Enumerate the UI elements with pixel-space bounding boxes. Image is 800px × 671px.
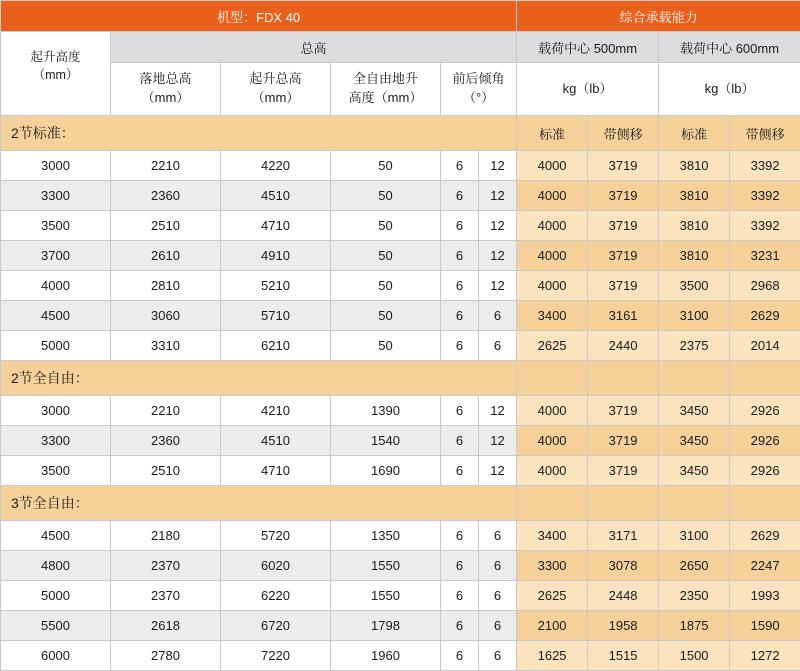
cell-free-lift: 50 [331, 271, 441, 301]
cell-lift-height: 3000 [1, 396, 111, 426]
cell-raised-height: 4710 [221, 211, 331, 241]
cell-cap-standard-500: 3300 [517, 551, 588, 581]
cell-lift-height: 3000 [1, 151, 111, 181]
cell-lowered-height: 2510 [111, 456, 221, 486]
cell-cap-sideshift-500: 3719 [588, 151, 659, 181]
cell-raised-height: 4710 [221, 456, 331, 486]
header-band-row [1, 1, 800, 32]
table-row [1, 271, 800, 301]
cell-lift-height: 4000 [1, 271, 111, 301]
cell-cap-sideshift-600: 2629 [730, 301, 800, 331]
section-label: 3节全自由： [1, 486, 517, 521]
cell-tilt-forward: 6 [441, 301, 479, 331]
cell-lift-height: 3500 [1, 456, 111, 486]
section-subheader-standard-600 [659, 361, 730, 396]
cell-free-lift: 1550 [331, 551, 441, 581]
cell-cap-standard-500: 2100 [517, 611, 588, 641]
table-body [1, 1, 800, 671]
cell-cap-standard-500: 2625 [517, 581, 588, 611]
section-subheader-sideshift-500 [588, 361, 659, 396]
load-center-600-label: 载荷中心 600mm [659, 32, 800, 63]
cell-free-lift: 1550 [331, 581, 441, 611]
cell-free-lift: 1690 [331, 456, 441, 486]
cell-lift-height: 3300 [1, 426, 111, 456]
cell-tilt-forward: 6 [441, 456, 479, 486]
cell-tilt-backward: 12 [479, 271, 517, 301]
cell-tilt-backward: 6 [479, 521, 517, 551]
cell-cap-standard-500: 4000 [517, 151, 588, 181]
col-header-lift-height-line2: （mm） [1, 66, 110, 84]
cell-raised-height: 6020 [221, 551, 331, 581]
cell-raised-height: 6210 [221, 331, 331, 361]
cell-raised-height: 4210 [221, 396, 331, 426]
cell-raised-height: 5710 [221, 301, 331, 331]
cell-free-lift: 1798 [331, 611, 441, 641]
col-header-lift-height-line1: 起升高度 [1, 48, 110, 66]
cell-raised-height: 6720 [221, 611, 331, 641]
section-header-row [1, 486, 800, 521]
cell-tilt-backward: 6 [479, 641, 517, 671]
cell-cap-standard-600: 3810 [659, 211, 730, 241]
cell-tilt-backward: 12 [479, 456, 517, 486]
capacity-label: 综合承载能力 [517, 1, 800, 32]
cell-cap-standard-500: 4000 [517, 396, 588, 426]
cell-tilt-backward: 12 [479, 181, 517, 211]
cell-tilt-forward: 6 [441, 271, 479, 301]
col-header-tilt-line2: （°） [441, 89, 516, 108]
section-subheader-sideshift-500: 带侧移 [588, 116, 659, 151]
cell-cap-standard-500: 4000 [517, 241, 588, 271]
cell-tilt-backward: 6 [479, 581, 517, 611]
cell-lift-height: 4800 [1, 551, 111, 581]
cell-cap-sideshift-600: 3392 [730, 211, 800, 241]
section-subheader-standard-500 [517, 486, 588, 521]
cell-cap-sideshift-600: 3231 [730, 241, 800, 271]
cell-cap-sideshift-500: 3719 [588, 241, 659, 271]
table-row [1, 581, 800, 611]
table-row [1, 241, 800, 271]
cell-cap-sideshift-600: 1993 [730, 581, 800, 611]
section-subheader-standard-500 [517, 361, 588, 396]
total-height-label: 总高 [111, 32, 517, 63]
cell-cap-sideshift-600: 2968 [730, 271, 800, 301]
cell-lowered-height: 2510 [111, 211, 221, 241]
cell-cap-sideshift-600: 2926 [730, 426, 800, 456]
cell-lift-height: 4500 [1, 521, 111, 551]
cell-lowered-height: 2810 [111, 271, 221, 301]
cell-cap-sideshift-500: 3719 [588, 211, 659, 241]
cell-cap-standard-600: 3810 [659, 151, 730, 181]
cell-cap-standard-500: 4000 [517, 271, 588, 301]
cell-cap-standard-600: 3500 [659, 271, 730, 301]
cell-tilt-backward: 12 [479, 426, 517, 456]
cell-cap-standard-600: 3810 [659, 181, 730, 211]
section-subheader-sideshift-500 [588, 486, 659, 521]
section-subheader-standard-600 [659, 486, 730, 521]
cell-cap-sideshift-500: 3719 [588, 456, 659, 486]
cell-cap-standard-600: 2650 [659, 551, 730, 581]
cell-tilt-forward: 6 [441, 521, 479, 551]
section-header-row [1, 116, 800, 151]
col-header-lowered-line2: （mm） [111, 89, 220, 108]
cell-free-lift: 1540 [331, 426, 441, 456]
cell-raised-height: 4910 [221, 241, 331, 271]
section-subheader-sideshift-600 [730, 486, 800, 521]
section-subheader-standard-600: 标准 [659, 116, 730, 151]
table-row [1, 211, 800, 241]
col-header-raised-line2: （mm） [221, 89, 330, 108]
cell-cap-standard-600: 3450 [659, 426, 730, 456]
table-row [1, 331, 800, 361]
cell-lift-height: 3700 [1, 241, 111, 271]
cell-raised-height: 7220 [221, 641, 331, 671]
cell-tilt-backward: 12 [479, 241, 517, 271]
cell-cap-sideshift-500: 3719 [588, 396, 659, 426]
col-header-kg-lb-500: kg（lb） [517, 63, 659, 116]
cell-cap-standard-500: 1625 [517, 641, 588, 671]
cell-lowered-height: 2360 [111, 181, 221, 211]
cell-lowered-height: 2610 [111, 241, 221, 271]
cell-tilt-forward: 6 [441, 151, 479, 181]
cell-tilt-backward: 6 [479, 611, 517, 641]
table-row [1, 151, 800, 181]
cell-lowered-height: 2370 [111, 581, 221, 611]
cell-raised-height: 4510 [221, 181, 331, 211]
cell-cap-standard-600: 1500 [659, 641, 730, 671]
cell-tilt-backward: 6 [479, 551, 517, 581]
table-row [1, 181, 800, 211]
section-subheader-sideshift-600: 带侧移 [730, 116, 800, 151]
cell-lowered-height: 2210 [111, 151, 221, 181]
table-row [1, 641, 800, 671]
table-row [1, 396, 800, 426]
table-row [1, 301, 800, 331]
cell-cap-standard-600: 3450 [659, 396, 730, 426]
cell-free-lift: 50 [331, 211, 441, 241]
cell-tilt-forward: 6 [441, 396, 479, 426]
cell-free-lift: 50 [331, 151, 441, 181]
cell-cap-sideshift-500: 1515 [588, 641, 659, 671]
cell-free-lift: 50 [331, 181, 441, 211]
col-header-lowered-height [111, 63, 221, 116]
table-row [1, 551, 800, 581]
subheader-band-row [1, 32, 800, 63]
col-header-raised-height [221, 63, 331, 116]
cell-lowered-height: 3310 [111, 331, 221, 361]
cell-cap-standard-500: 4000 [517, 456, 588, 486]
cell-tilt-forward: 6 [441, 581, 479, 611]
load-center-500-label: 载荷中心 500mm [517, 32, 659, 63]
cell-lift-height: 4500 [1, 301, 111, 331]
cell-tilt-forward: 6 [441, 241, 479, 271]
section-label: 2节全自由： [1, 361, 517, 396]
section-label: 2节标准： [1, 116, 517, 151]
cell-cap-sideshift-500: 3719 [588, 181, 659, 211]
table-row [1, 456, 800, 486]
col-header-free-lift-line1: 全自由地升 [331, 70, 440, 89]
col-header-tilt-angle [441, 63, 517, 116]
cell-cap-standard-500: 3400 [517, 521, 588, 551]
cell-free-lift: 50 [331, 301, 441, 331]
cell-tilt-forward: 6 [441, 331, 479, 361]
cell-lowered-height: 3060 [111, 301, 221, 331]
cell-cap-sideshift-500: 3078 [588, 551, 659, 581]
cell-lift-height: 5500 [1, 611, 111, 641]
column-header-row [1, 63, 800, 116]
cell-lift-height: 6000 [1, 641, 111, 671]
cell-lowered-height: 2180 [111, 521, 221, 551]
cell-tilt-forward: 6 [441, 551, 479, 581]
cell-cap-standard-600: 3100 [659, 521, 730, 551]
cell-lowered-height: 2210 [111, 396, 221, 426]
cell-raised-height: 6220 [221, 581, 331, 611]
section-subheader-standard-500: 标准 [517, 116, 588, 151]
cell-tilt-backward: 6 [479, 301, 517, 331]
cell-cap-sideshift-500: 2448 [588, 581, 659, 611]
cell-cap-sideshift-500: 2440 [588, 331, 659, 361]
cell-lowered-height: 2370 [111, 551, 221, 581]
cell-cap-sideshift-600: 2629 [730, 521, 800, 551]
cell-tilt-backward: 12 [479, 396, 517, 426]
cell-cap-standard-600: 2350 [659, 581, 730, 611]
cell-raised-height: 5720 [221, 521, 331, 551]
cell-free-lift: 50 [331, 241, 441, 271]
cell-tilt-backward: 6 [479, 331, 517, 361]
section-header-row [1, 361, 800, 396]
cell-lowered-height: 2618 [111, 611, 221, 641]
col-header-free-lift-line2: 高度（mm） [331, 89, 440, 108]
cell-tilt-backward: 12 [479, 211, 517, 241]
section-subheader-sideshift-600 [730, 361, 800, 396]
cell-cap-sideshift-600: 2014 [730, 331, 800, 361]
cell-cap-sideshift-500: 3719 [588, 271, 659, 301]
cell-cap-sideshift-600: 2926 [730, 396, 800, 426]
col-header-raised-line1: 起升总高 [221, 70, 330, 89]
cell-cap-standard-600: 3810 [659, 241, 730, 271]
col-header-lowered-line1: 落地总高 [111, 70, 220, 89]
cell-cap-sideshift-600: 1272 [730, 641, 800, 671]
cell-tilt-forward: 6 [441, 611, 479, 641]
cell-free-lift: 1960 [331, 641, 441, 671]
cell-lift-height: 5000 [1, 331, 111, 361]
cell-tilt-forward: 6 [441, 211, 479, 241]
cell-cap-sideshift-500: 3161 [588, 301, 659, 331]
cell-lift-height: 5000 [1, 581, 111, 611]
cell-cap-standard-500: 4000 [517, 181, 588, 211]
cell-lift-height: 3500 [1, 211, 111, 241]
cell-cap-sideshift-600: 3392 [730, 181, 800, 211]
cell-raised-height: 5210 [221, 271, 331, 301]
cell-cap-standard-600: 2375 [659, 331, 730, 361]
table-row [1, 611, 800, 641]
cell-cap-standard-500: 2625 [517, 331, 588, 361]
col-header-free-lift [331, 63, 441, 116]
cell-tilt-forward: 6 [441, 641, 479, 671]
cell-cap-sideshift-500: 3171 [588, 521, 659, 551]
cell-raised-height: 4510 [221, 426, 331, 456]
cell-cap-standard-600: 3450 [659, 456, 730, 486]
cell-cap-standard-500: 4000 [517, 211, 588, 241]
cell-free-lift: 1390 [331, 396, 441, 426]
cell-cap-sideshift-500: 1958 [588, 611, 659, 641]
cell-tilt-backward: 12 [479, 151, 517, 181]
cell-cap-sideshift-600: 2247 [730, 551, 800, 581]
cell-cap-standard-500: 4000 [517, 426, 588, 456]
cell-lowered-height: 2780 [111, 641, 221, 671]
cell-free-lift: 1350 [331, 521, 441, 551]
cell-cap-sideshift-600: 1590 [730, 611, 800, 641]
cell-cap-standard-500: 3400 [517, 301, 588, 331]
model-label: 机型：FDX 40 [1, 1, 517, 32]
cell-cap-standard-600: 1875 [659, 611, 730, 641]
col-header-kg-lb-600: kg（lb） [659, 63, 800, 116]
cell-lift-height: 3300 [1, 181, 111, 211]
cell-raised-height: 4220 [221, 151, 331, 181]
cell-cap-sideshift-600: 2926 [730, 456, 800, 486]
table-row [1, 521, 800, 551]
table-row [1, 426, 800, 456]
cell-tilt-forward: 6 [441, 426, 479, 456]
cell-tilt-forward: 6 [441, 181, 479, 211]
cell-cap-sideshift-600: 3392 [730, 151, 800, 181]
cell-cap-sideshift-500: 3719 [588, 426, 659, 456]
cell-lowered-height: 2360 [111, 426, 221, 456]
col-header-tilt-line1: 前后倾角 [441, 70, 516, 89]
col-header-lift-height [1, 32, 111, 116]
cell-cap-standard-600: 3100 [659, 301, 730, 331]
cell-free-lift: 50 [331, 331, 441, 361]
